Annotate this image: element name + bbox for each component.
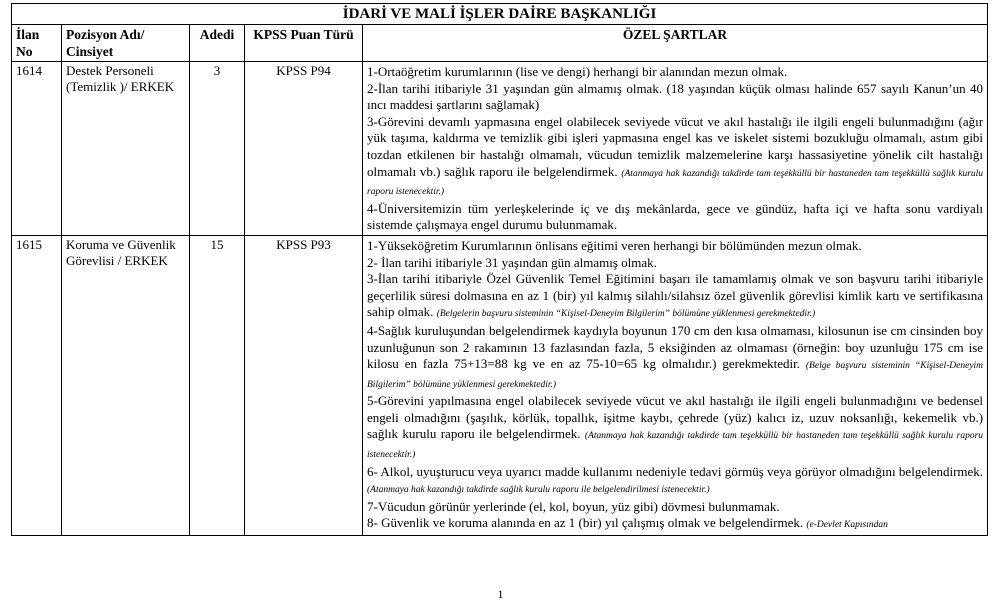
condition-item: 1-Ortaöğretim kurumlarının (lise ve dengi) herhangi bir alanından mezun olmak. [367, 64, 788, 79]
condition-item: 5-Görevini yapılmasına engel olabilecek seviyede vücut ve akıl hastalığı ile ilgili engeli bulunmadığını ve bedensel engeli olmadığını (şaşılık, körlük, topallık, işitme kaybı, çehrede (yüz) kalıcı iz, uzuv noksanlığı, kekemelik vb.) sağlık kurulu raporu ile belgelendirmek. (Atanmaya hak kazandığı takdirde tam teşekküllü bir hastaneden tam teşekküllü sağlık kurulu raporu istenecektir.) [367, 393, 984, 461]
condition-item: 3-Görevini devamlı yapmasına engel olabilecek seviyede vücut ve akıl hastalığı ile ilgili engeli bulunmadığını (ağır yük taşıma, kaldırma ve temizlik gibi işleri yapmasına engel kas ve iskelet sistemi bozukluğu olmamalı, astım gibi tozdan etkilenen bir hastalığı olmamalı, vücudun temizlik malzemelerine karşı hassasiyetine yönelik cilt hastalığı olmamalı vb.) sağlık raporu ile belgelendirmek. (Atanmaya hak kazandığı takdirde tam teşekküllü bir hastaneden tam teşekküllü sağlık kurulu raporu istenecektir.) [367, 113, 984, 198]
table-row [12, 235, 988, 535]
title-row [12, 4, 988, 25]
cell-kpss: KPSS P93 [245, 235, 363, 535]
condition-note: (Atanmaya hak kazandığı takdirde sağlık kurulu raporu ile belgelendirilmesi istenecektir.) [367, 485, 710, 496]
condition-note: (Belge başvuru sisteminin “Kişisel-Deneyim Bilgilerim” bölümüne yüklenmesi gerekmektedir.) [367, 361, 984, 390]
condition-item: 1-Yükseköğretim Kurumlarının önlisans eğitimi veren herhangi bir bölümünden mezun olmak. [367, 237, 862, 253]
condition-item: 8- Güvenlik ve koruma alanında en az 1 (bir) yıl çalışmış olmak ve belgelendirmek. (e-Devlet Kapısından [367, 515, 888, 531]
condition-item: 3-İlan tarihi itibariyle Özel Güvenlik Temel Eğitimini başarı ile tamamlamış olmak ve son başvuru tarihi itibariyle geçerlilik süresi dolmasına en az 1 (bir) yıl kalmış silahlı/silahsız özel güvenlik görevlisi kimlik kartı ve sertifikasına sahip olmak. (Belgelerin başvuru sisteminin “Kişisel-Deneyim Bilgilerim” bölümüne yüklenmesi gerekmektedir.) [367, 271, 984, 320]
cell-kpss: KPSS P94 [245, 62, 363, 236]
table-title: İDARİ VE MALİ İŞLER DAİRE BAŞKANLIĞI [12, 4, 988, 25]
cell-adedi: 15 [190, 235, 245, 535]
cell-adedi: 3 [190, 62, 245, 236]
positions-table [11, 3, 988, 536]
header-adedi: Adedi [190, 25, 245, 62]
condition-note: (Atanmaya hak kazandığı takdirde tam teşekküllü bir hastaneden tam teşekküllü sağlık kurulu raporu istenecektir.) [367, 168, 984, 198]
table-row [12, 62, 988, 236]
cell-pozisyon: Destek Personeli (Temizlik )/ ERKEK [62, 62, 190, 236]
condition-note: (Atanmaya hak kazandığı takdirde tam teşekküllü bir hastaneden tam teşekküllü sağlık kurulu raporu istenecektir.) [367, 431, 984, 461]
conditions-cell [363, 235, 988, 535]
condition-item: 7-Vücudun görünür yerlerinde (el, kol, boyun, yüz gibi) dövmesi bulunmamak. [367, 498, 780, 514]
header-kpss: KPSS Puan Türü [245, 25, 363, 62]
cell-ilan-no: 1615 [12, 235, 62, 535]
condition-item: 6- Alkol, uyuşturucu veya uyarıcı madde kullanımı nedeniyle tedavi görmüş veya görüyor olmadığını belgelendirmek. (Atanmaya hak kazandığı takdirde sağlık kurulu raporu ile belgelendirilmesi istenecektir.) [367, 463, 984, 496]
header-pozisyon: Pozisyon Adı/ Cinsiyet [62, 25, 190, 62]
header-ozel-sartlar: ÖZEL ŞARTLAR [363, 25, 988, 62]
cell-pozisyon: Koruma ve Güvenlik Görevlisi / ERKEK [62, 235, 190, 535]
cell-ilan-no: 1614 [12, 62, 62, 236]
condition-note: (Belgelerin başvuru sisteminin “Kişisel-Deneyim Bilgilerim” bölümüne yüklenmesi gerekmektedir.) [436, 309, 816, 320]
condition-note: (e-Devlet Kapısından [806, 520, 888, 531]
page-number: 1 [497, 587, 504, 601]
document-page [11, 3, 987, 536]
condition-item: 2-İlan tarihi itibariyle 31 yaşından gün almamış olmak. (18 yaşından küçük olması halinde 657 sayılı Kanun’un 40 ıncı maddesi şartlarını sağlamak) [367, 80, 984, 113]
header-ilan-no: İlan No [12, 25, 62, 62]
condition-item: 4-Sağlık kuruluşundan belgelendirmek kaydıyla boyunun 170 cm den kısa olmaması, kilosunun ise cm cinsinden boy uzunluğunun son 2 rakamının 13 fazlasından fazla, 5 eksiğinden az olmaması (örneğin: boy uzunluğu 175 cm ise kilosu en fazla 75+13=88 kg ve en az 75-10=65 kg olmalıdır.) gerekmektedir. (Belge başvuru sisteminin “Kişisel-Deneyim Bilgilerim” bölümüne yüklenmesi gerekmektedir.) [367, 322, 984, 390]
condition-item: 2- İlan tarihi itibariyle 31 yaşından gün almamış olmak. [367, 254, 657, 270]
condition-item: 4-Üniversitemizin tüm yerleşkelerinde iç ve dış mekânlarda, gece ve gündüz, hafta içi ve hafta sonu vardiyalı sistemde çalışmaya engel durumu bulunmamak. [367, 200, 984, 233]
conditions-cell [363, 62, 988, 236]
header-row [12, 25, 988, 62]
